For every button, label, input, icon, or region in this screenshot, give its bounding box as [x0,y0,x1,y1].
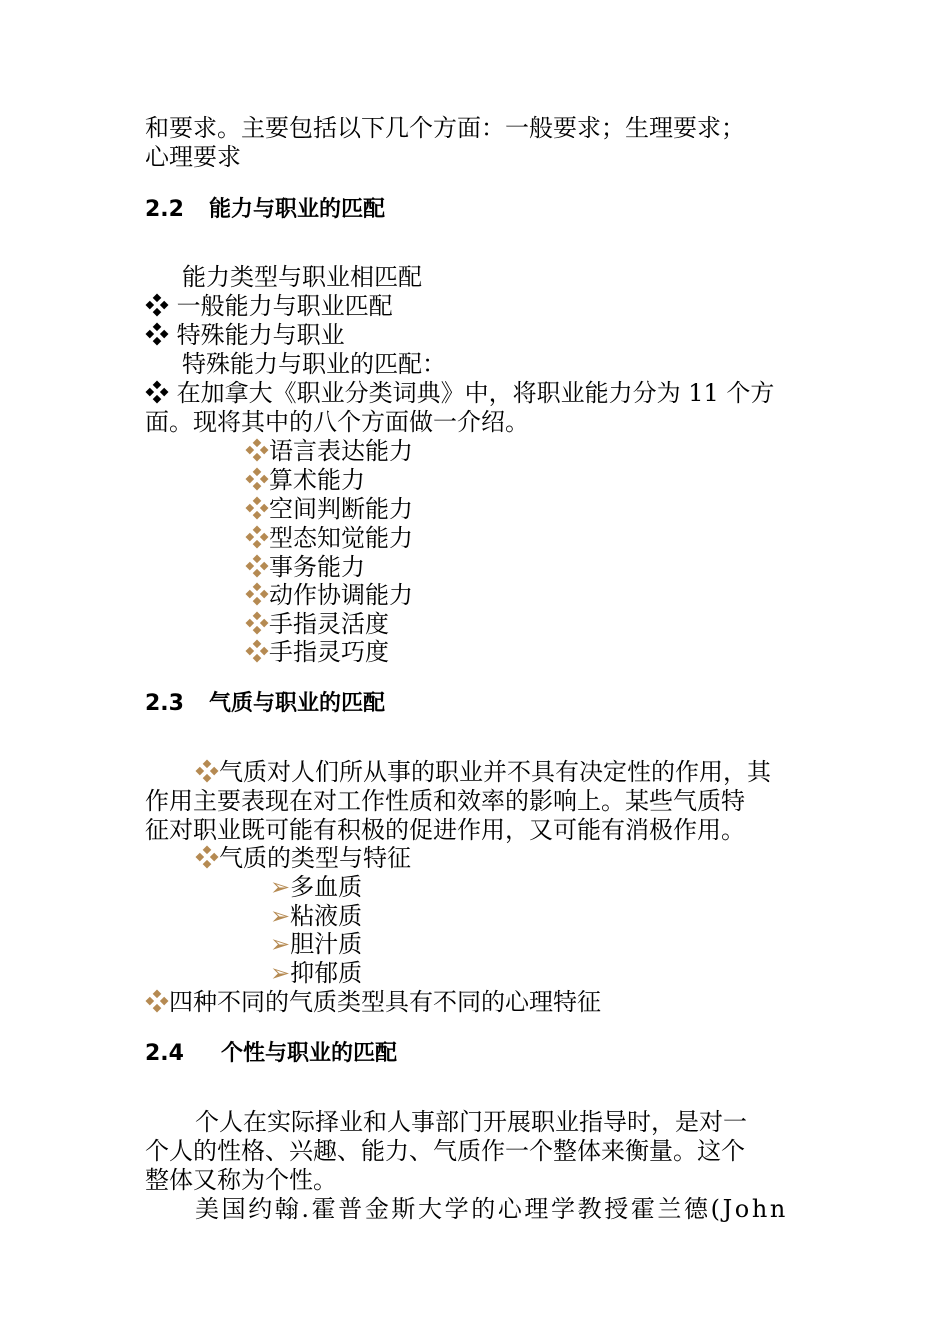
bullet-text: 一般能力与职业匹配 [176,292,393,320]
ability-text: 动作协调能力 [269,581,413,609]
arrow-bullet-icon: ➢ [270,930,291,958]
ability-item [245,495,413,524]
diamond-bullet-icon: ❖ [245,581,269,609]
temperament-item [270,930,362,959]
section-title: 气质与职业的匹配 [209,691,386,716]
section-heading-2-3 [145,690,385,718]
temperament-text: 多血质 [290,873,363,901]
temperament-text: 胆汁质 [290,930,363,958]
bullet-item [195,758,771,787]
text-line: 心理要求 [145,143,241,171]
text-line: 能力类型与职业相匹配 [182,263,422,291]
ability-text: 手指灵活度 [269,610,389,638]
text-line: 个人的性格、兴趣、能力、气质作一个整体来衡量。这个 [145,1137,745,1165]
text-line: 个人在实际择业和人事部门开展职业指导时，是对一 [195,1108,747,1136]
ability-item [245,466,365,495]
diamond-bullet-icon: ❖ [195,758,219,786]
diamond-bullet-icon: ❖ [145,321,169,349]
bullet-text: 特殊能力与职业 [176,321,345,349]
bullet-item [145,379,774,408]
section-title: 能力与职业的匹配 [209,197,386,222]
section-heading-2-2 [145,196,385,224]
text-line: 整体又称为个性。 [145,1166,337,1194]
bullet-item [145,292,393,321]
temperament-item [270,959,362,988]
ability-text: 型态知觉能力 [269,524,413,552]
diamond-bullet-icon: ❖ [245,466,269,494]
ability-text: 事务能力 [269,553,365,581]
arrow-bullet-icon: ➢ [270,902,291,930]
temperament-item [270,873,362,902]
bullet-item [145,988,601,1017]
ability-item [245,553,365,582]
text-line: 美国约翰.霍普金斯大学的心理学教授霍兰德(John [195,1195,788,1223]
diamond-bullet-icon: ❖ [245,610,269,638]
temperament-text: 粘液质 [290,902,363,930]
text-line: 征对职业既可能有积极的促进作用，又可能有消极作用。 [145,816,745,844]
section-heading-2-4 [145,1040,397,1068]
diamond-bullet-icon: ❖ [245,553,269,581]
section-number: 2.4 [145,1041,184,1066]
ability-text: 语言表达能力 [269,437,413,465]
diamond-bullet-icon: ❖ [245,495,269,523]
ability-item [245,437,413,466]
diamond-bullet-icon: ❖ [195,844,219,872]
text-line: 和要求。主要包括以下几个方面：一般要求；生理要求； [145,114,745,142]
arrow-bullet-icon: ➢ [270,873,291,901]
arrow-bullet-icon: ➢ [270,959,291,987]
section-number: 2.2 [145,197,184,222]
ability-text: 空间判断能力 [269,495,413,523]
ability-item [245,581,413,610]
temperament-text: 抑郁质 [290,959,363,987]
ability-text: 算术能力 [269,466,365,494]
diamond-bullet-icon: ❖ [145,379,169,407]
bullet-text: 气质对人们所从事的职业并不具有决定性的作用，其 [219,758,771,786]
ability-item [245,610,389,639]
bullet-text: 气质的类型与特征 [219,844,411,872]
bullet-text: 在加拿大《职业分类词典》中，将职业能力分为 11 个方 [176,379,775,407]
bullet-text: 四种不同的气质类型具有不同的心理特征 [169,988,601,1016]
bullet-item [145,321,345,350]
section-number: 2.3 [145,691,184,716]
diamond-bullet-icon: ❖ [145,988,169,1016]
section-title: 个性与职业的匹配 [221,1041,398,1066]
diamond-bullet-icon: ❖ [145,292,169,320]
text-line: 作用主要表现在对工作性质和效率的影响上。某些气质特 [145,787,745,815]
ability-text: 手指灵巧度 [269,638,389,666]
diamond-bullet-icon: ❖ [245,524,269,552]
diamond-bullet-icon: ❖ [245,437,269,465]
diamond-bullet-icon: ❖ [245,638,269,666]
bullet-item [195,844,411,873]
ability-item [245,524,413,553]
text-line: 面。现将其中的八个方面做一介绍。 [145,408,529,436]
temperament-item [270,902,362,931]
ability-item [245,638,389,667]
text-line: 特殊能力与职业的匹配： [182,350,446,378]
